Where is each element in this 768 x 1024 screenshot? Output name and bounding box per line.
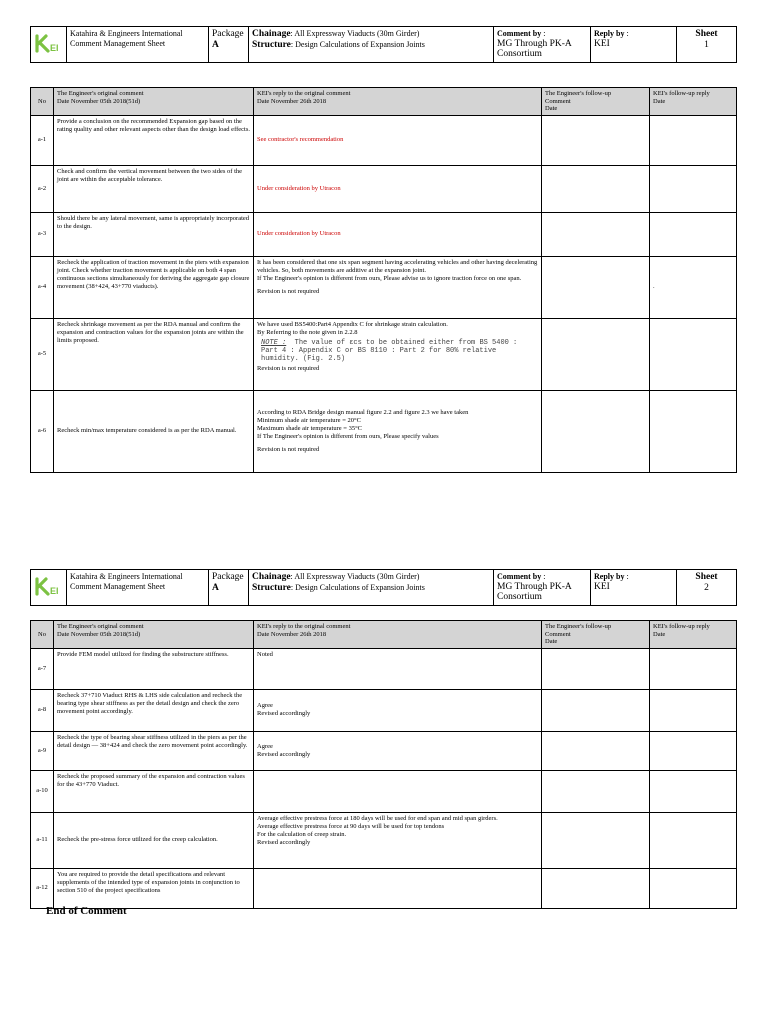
engineer-followup [542, 256, 650, 318]
engineer-comment: You are required to provide the detail specifications and relevant supplements of the intended type of expansion joints in conjunction to section 510 of the project specifications [54, 868, 254, 908]
package-cell: Package A [209, 27, 249, 63]
kei-followup [650, 318, 737, 390]
table-row [31, 648, 737, 689]
sheet2-comments-table [30, 620, 737, 909]
table-row [31, 256, 737, 318]
kei-followup [650, 648, 737, 689]
kei-followup [650, 115, 737, 165]
kei-reply: Agree Revised accordingly [254, 689, 542, 731]
table-header-row [31, 621, 737, 649]
kei-logo-cell [31, 570, 67, 606]
engineer-comment: Should there be any lateral movement, same is appropriately incorporated to the design. [54, 212, 254, 256]
row-number: a-8 [31, 689, 54, 731]
kei-reply: Noted [254, 648, 542, 689]
reply-by-cell: Reply by : KEI [591, 570, 677, 606]
col-no: No [31, 88, 54, 116]
row-number: a-4 [31, 256, 54, 318]
kei-reply: According to RDA Bridge design manual figure 2.2 and figure 2.3 we have taken Minimum shade air temperature = 20°C Maximum shade air temperature = 35°C If The Engineer's opinion is different from ours, Please specify values Revision is not required [254, 390, 542, 472]
end-of-comment: End of Comment [46, 905, 127, 917]
row-number: a-7 [31, 648, 54, 689]
engineer-followup [542, 318, 650, 390]
sheet1-header [30, 26, 737, 63]
engineer-followup [542, 648, 650, 689]
kei-followup [650, 868, 737, 908]
col-kei-followup: KEI's follow-up reply Date [650, 621, 737, 649]
col-engineer-comment: The Engineer's original comment Date November 05th 2018(51d) [54, 621, 254, 649]
engineer-comment: Recheck shrinkage movement as per the RDA manual and confirm the expansion and contraction values for the expansion joints are within the limits proposed. [54, 318, 254, 390]
row-number: a-11 [31, 812, 54, 868]
sheet-cell: Sheet 2 [677, 570, 737, 606]
kei-reply [254, 868, 542, 908]
table-row [31, 115, 737, 165]
kei-reply: It has been considered that one six span segment having accelerating vehicles and other having decelerating vehicles. So, both movements are additive at the expansion joint. If The Engineer's opinion is different from ours, Please advise us to ignore traction force on one span. Revision is not required [254, 256, 542, 318]
kei-followup [650, 390, 737, 472]
col-engineer-followup: The Engineer's follow-up Comment Date [542, 621, 650, 649]
row-number: a-3 [31, 212, 54, 256]
kei-reply: Under consideration by Utracon [254, 212, 542, 256]
engineer-comment: Recheck the pre-stress force utilized for the creep calculation. [54, 812, 254, 868]
engineer-comment: Check and confirm the vertical movement between the two sides of the joint are within the acceptable tolerance. [54, 165, 254, 212]
company-title: Katahira & Engineers International Comment Management Sheet [67, 27, 209, 63]
engineer-followup [542, 115, 650, 165]
kei-followup: . [650, 256, 737, 318]
col-engineer-followup: The Engineer's follow-up Comment Date [542, 88, 650, 116]
engineer-comment: Recheck min/max temperature considered is as per the RDA manual. [54, 390, 254, 472]
table-row [31, 165, 737, 212]
col-kei-reply: KEI's reply to the original comment Date November 26th 2018 [254, 621, 542, 649]
row-number: a-2 [31, 165, 54, 212]
comment-by-cell: Comment by : MG Through PK-A Consortium [494, 27, 591, 63]
bs-note: NOTE : The value of εcs to be obtained either from BS 5400 : Part 4 : Appendix C or BS 8110 : Part 2 for 80% relative humidity. (Fig. 2.5) [261, 338, 518, 363]
table-row [31, 731, 737, 770]
col-engineer-comment: The Engineer's original comment Date November 05th 2018(51d) [54, 88, 254, 116]
table-header-row [31, 88, 737, 116]
row-number: a-9 [31, 731, 54, 770]
kei-followup [650, 770, 737, 812]
kei-reply: Under consideration by Utracon [254, 165, 542, 212]
engineer-comment: Recheck the proposed summary of the expansion and contraction values for the 43+770 Viaduct. [54, 770, 254, 812]
row-number: a-6 [31, 390, 54, 472]
kei-logo-cell [31, 27, 67, 63]
engineer-comment: Recheck the application of traction movement in the piers with expansion joint. Check whether traction movement is applicable on both 4 span continuous sections simultaneously for deriving the aggregate gap closure movement (38+424, 43+770 viaducts). [54, 256, 254, 318]
engineer-comment: Provide FEM model utilized for finding the substructure stiffness. [54, 648, 254, 689]
company-title: Katahira & Engineers International Comment Management Sheet [67, 570, 209, 606]
sheet1-comments-table [30, 87, 737, 473]
kei-followup [650, 212, 737, 256]
kei-reply: See contractor's recommendation [254, 115, 542, 165]
table-row [31, 868, 737, 908]
engineer-followup [542, 770, 650, 812]
chainage-structure-cell: Chainage: All Expressway Viaducts (30m Girder) Structure: Design Calculations of Expansion Joints [249, 27, 494, 63]
engineer-followup [542, 212, 650, 256]
kei-logo-icon [34, 575, 64, 597]
chainage-structure-cell: Chainage: All Expressway Viaducts (30m Girder) Structure: Design Calculations of Expansion Joints [249, 570, 494, 606]
row-number: a-12 [31, 868, 54, 908]
table-row [31, 390, 737, 472]
package-cell: Package A [209, 570, 249, 606]
svg-text:EI: EI [49, 586, 59, 596]
kei-reply: Agree Revised accordingly [254, 731, 542, 770]
table-row [31, 212, 737, 256]
kei-reply [254, 770, 542, 812]
comment-by-cell: Comment by : MG Through PK-A Consortium [494, 570, 591, 606]
kei-followup [650, 731, 737, 770]
engineer-followup [542, 868, 650, 908]
sheet-cell: Sheet 1 [677, 27, 737, 63]
col-kei-reply: KEI's reply to the original comment Date November 26th 2018 [254, 88, 542, 116]
kei-followup [650, 165, 737, 212]
row-number: a-10 [31, 770, 54, 812]
row-number: a-5 [31, 318, 54, 390]
kei-reply: Average effective prestress force at 180 days will be used for end span and mid span girders. Average effective prestress force at 90 days will be used for top tendons For the calculation of creep strain. Revised accordingly [254, 812, 542, 868]
col-kei-followup: KEI's follow-up reply Date [650, 88, 737, 116]
engineer-followup [542, 390, 650, 472]
row-number: a-1 [31, 115, 54, 165]
col-no: No [31, 621, 54, 649]
engineer-followup [542, 812, 650, 868]
engineer-comment: Recheck 37+710 Viaduct RHS & LHS side calculation and recheck the bearing type shear stiffness as per the detail design and check the zero movement point accordingly. [54, 689, 254, 731]
kei-followup [650, 689, 737, 731]
reply-by-cell: Reply by : KEI [591, 27, 677, 63]
engineer-followup [542, 689, 650, 731]
sheet2-header [30, 569, 737, 606]
engineer-comment: Provide a conclusion on the recommended Expansion gap based on the rating quality and other relevant aspects other than the design load effects. [54, 115, 254, 165]
kei-logo-icon [34, 32, 64, 54]
kei-followup [650, 812, 737, 868]
engineer-followup [542, 165, 650, 212]
engineer-comment: Recheck the type of bearing shear stiffness utilized in the piers as per the detail design — 38+424 and check the zero movement point accordingly. [54, 731, 254, 770]
kei-reply: We have used BS5400:Part4 Appendix C for shrinkage strain calculation. By Referring to the note given in 2.2.8 NOTE : The value of εcs to be obtained either from BS 5400 : Part 4 : Appendix C or BS 8110 : Part 2 for 80% relative humidity. (Fig. 2.5) Revision is not required [254, 318, 542, 390]
engineer-followup [542, 731, 650, 770]
table-row [31, 812, 737, 868]
table-row [31, 689, 737, 731]
table-row [31, 770, 737, 812]
svg-text:EI: EI [49, 43, 59, 53]
table-row [31, 318, 737, 390]
